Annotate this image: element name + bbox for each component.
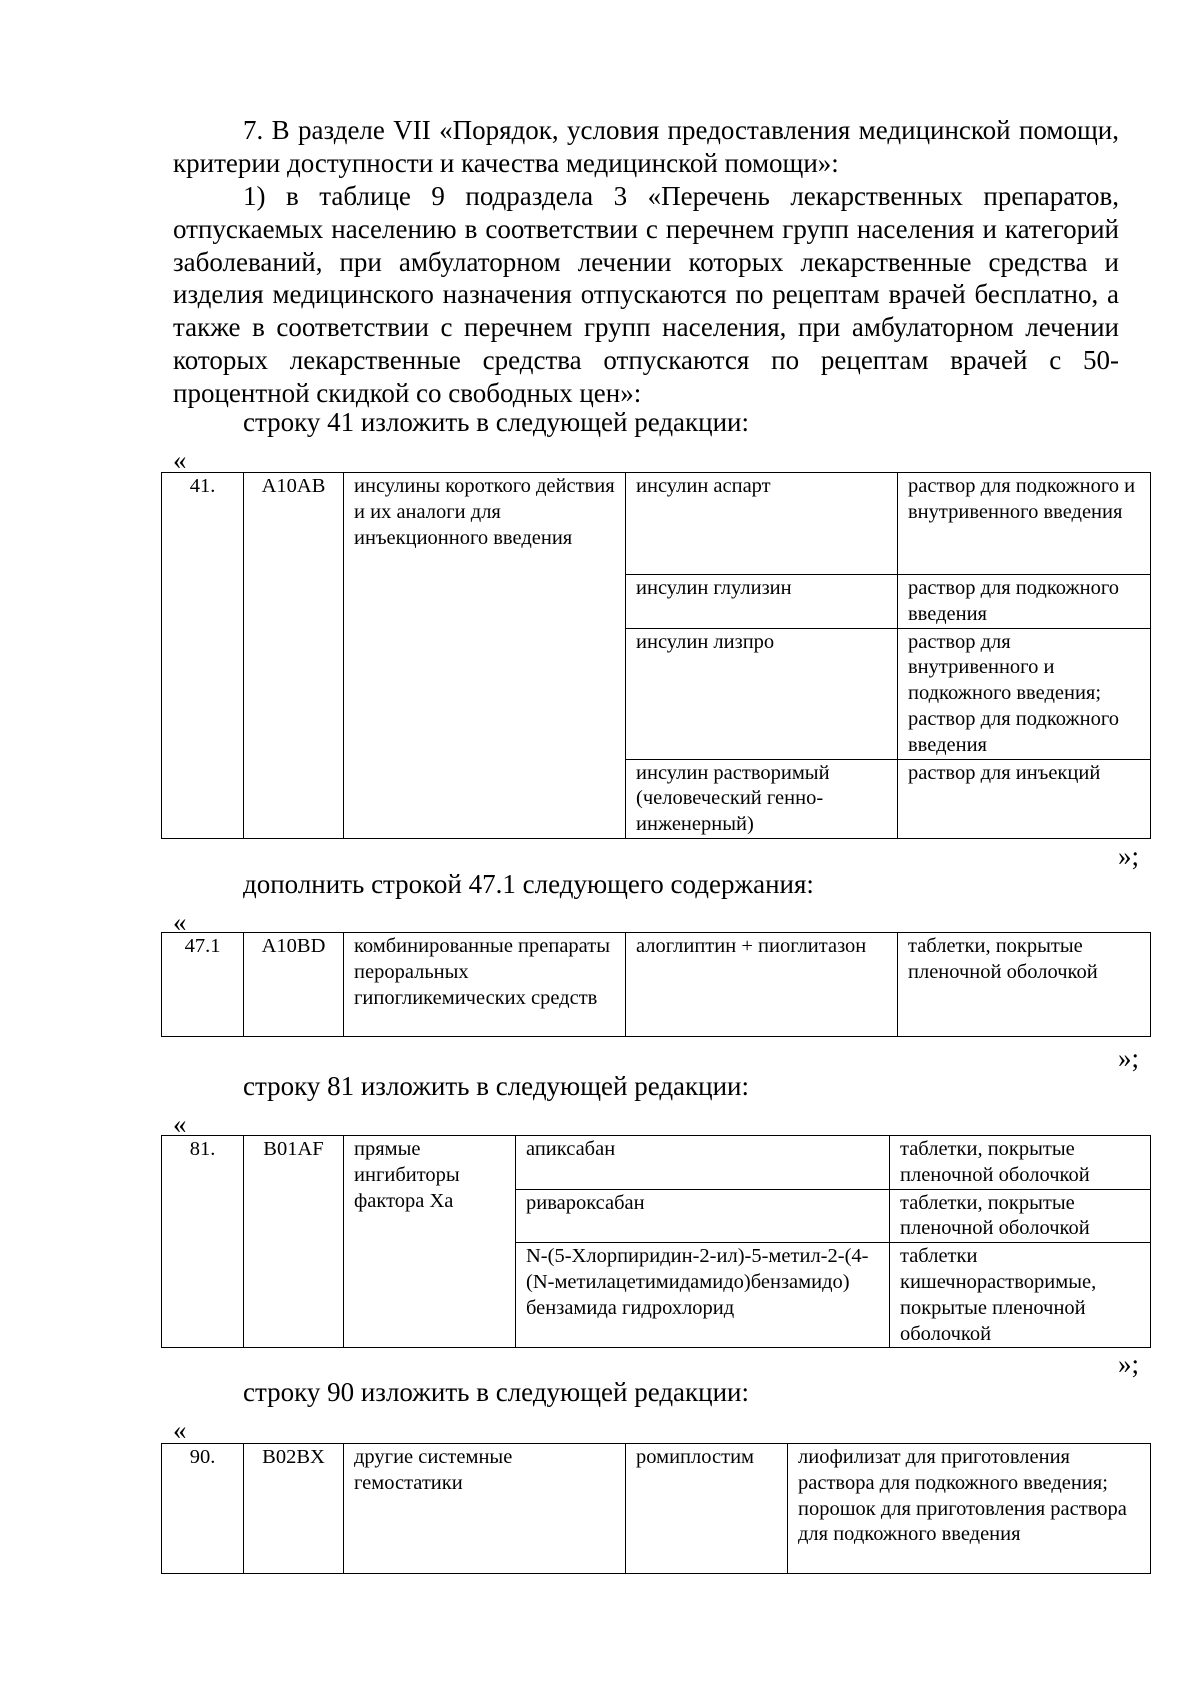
pharmacological-group: инсулины короткого действия и их аналоги для инъекционного введения — [344, 473, 626, 839]
amendment-intro: строку 81 изложить в следующей редакции: — [243, 1071, 750, 1101]
drug-name: инсулин лизпро — [626, 628, 898, 759]
table-row — [162, 1444, 1151, 1574]
drug-name: N-(5-Хлорпиридин-2-ил)-5-метил-2-(4-(N-метилацетимидамидо)бензамидо) бензамида гидрохлорид — [516, 1243, 890, 1348]
dosage-form: лиофилизат для приготовления раствора для подкожного введения; порошок для приготовления раствора для подкожного введения — [788, 1444, 1151, 1574]
dosage-form: раствор для инъекций — [898, 759, 1151, 838]
quote-open: « — [173, 1415, 187, 1445]
dosage-form: раствор для подкожного и внутривенного введения — [898, 473, 1151, 575]
dosage-form: таблетки кишечнорастворимые, покрытые пленочной оболочкой — [890, 1243, 1151, 1348]
pharmacological-group: другие системные гемостатики — [344, 1444, 626, 1574]
quote-open: « — [173, 1109, 187, 1139]
atc-code: A10BD — [244, 933, 344, 1037]
amendment-table — [161, 1135, 1151, 1348]
drug-name: апиксабан — [516, 1136, 890, 1190]
pharmacological-group: прямые ингибиторы фактора Xa — [344, 1136, 516, 1348]
drug-name: инсулин аспарт — [626, 473, 898, 575]
row-number: 47.1 — [162, 933, 244, 1037]
amendment-intro: строку 90 изложить в следующей редакции: — [243, 1377, 750, 1407]
atc-code: B02BX — [244, 1444, 344, 1574]
amendment-table — [161, 472, 1151, 839]
quote-open: « — [173, 907, 187, 937]
drug-name: алоглиптин + пиоглитазон — [626, 933, 898, 1037]
quote-close: »; — [1118, 841, 1140, 871]
drug-name: инсулин глулизин — [626, 575, 898, 629]
dosage-form: таблетки, покрытые пленочной оболочкой — [890, 1189, 1151, 1243]
table-row — [162, 1136, 1151, 1190]
dosage-form: раствор для внутривенного и подкожного введения; раствор для подкожного введения — [898, 628, 1151, 759]
table-row — [162, 933, 1151, 1037]
atc-code: A10AB — [244, 473, 344, 839]
drug-name: ромиплостим — [626, 1444, 788, 1574]
drug-name: ривароксабан — [516, 1189, 890, 1243]
row-number: 41. — [162, 473, 244, 839]
table-row — [162, 473, 1151, 575]
amendment-intro: строку 41 изложить в следующей редакции: — [243, 407, 750, 437]
amendment-table — [161, 1443, 1151, 1574]
dosage-form: таблетки, покрытые пленочной оболочкой — [890, 1136, 1151, 1190]
dosage-form: раствор для подкожного введения — [898, 575, 1151, 629]
dosage-form: таблетки, покрытые пленочной оболочкой — [898, 933, 1151, 1037]
quote-close: »; — [1118, 1043, 1140, 1073]
quote-open: « — [173, 445, 187, 475]
quote-close: »; — [1118, 1349, 1140, 1379]
row-number: 81. — [162, 1136, 244, 1348]
drug-name: инсулин растворимый (человеческий генно-инженерный) — [626, 759, 898, 838]
pharmacological-group: комбинированные препараты пероральных гипогликемических средств — [344, 933, 626, 1037]
amendment-table — [161, 932, 1151, 1037]
amendment-intro: дополнить строкой 47.1 следующего содержания: — [243, 869, 814, 899]
row-number: 90. — [162, 1444, 244, 1574]
atc-code: B01AF — [244, 1136, 344, 1348]
section-heading: 7. В разделе VII «Порядок, условия предоставления медицинской помощи, критерии доступности и качества медицинской помощи»: — [173, 115, 1119, 178]
item-1-text: 1) в таблице 9 подраздела 3 «Перечень лекарственных препаратов, отпускаемых населению в соответствии с перечнем групп населения и категорий заболеваний, при амбулаторном лечении которых лекарственные средства и изделия медицинского назначения отпускаются по рецептам врачей бесплатно, а также в соответствии с перечнем групп населения, при амбулаторном лечении которых лекарственные средства отпускаются по рецептам врачей с 50-процентной скидкой со свободных цен»: — [173, 181, 1119, 408]
